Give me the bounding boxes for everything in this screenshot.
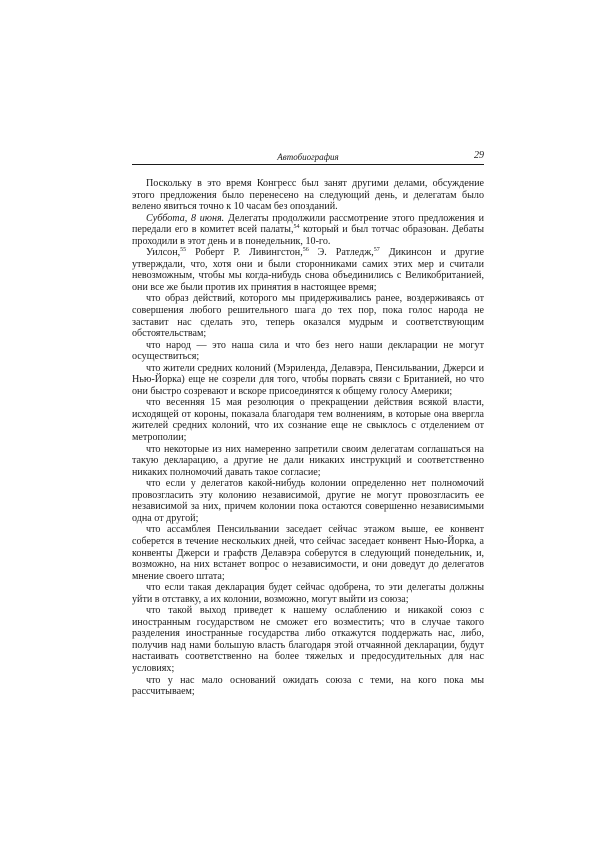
paragraph-3-text: Дикинсон и другие утверждали, что, хотя они и были сторонниками самих этих мер и считали невозможным, чтобы мы когда-нибудь снова объединились с Великобританией, они все же были против их принятия в настоящее время; [132, 247, 485, 293]
paragraph-6: что жители средних колоний (Мэриленда, Делавэра, Пенсильвании, Джерси и Нью-Йорка) еще не созрели для того, чтобы порвать связи с Британией, но что они быстро созревают и вскоре присоединятся к общему голосу Америки; [132, 362, 484, 397]
footnote-ref-55: 55 [180, 247, 187, 254]
paragraph-3 [132, 247, 484, 293]
name-rutledge: Э. Ратледж, [308, 247, 374, 259]
paragraph-2-text-b: который и был тотчас образован. Дебаты проходили в этот день и в понедельник, 10-го. [132, 224, 484, 247]
paragraph-2 [132, 213, 484, 248]
paragraph-2-text-a: Делегаты продолжили рассмотрение этого предложения и передали его в комитет всей палаты, [132, 212, 485, 236]
paragraph-7: что весенняя 15 мая резолюция о прекращении действия всякой власти, исходящей от короны, показала благодаря тем волнениям, в которые она ввергла жителей средних колоний, что их сознание еще не свыклось с отделением от метрополии; [132, 397, 484, 444]
running-title: Автобиография [277, 152, 339, 162]
paragraph-5: что народ — это наша сила и что без него наши декларации не могут осуществиться; [132, 339, 484, 363]
paragraph-1: Поскольку в это время Конгресс был занят другими делами, обсуждение этого предложения было перенесено на следующий день, и делегатам было велено явиться точно к 10 часам без опозданий. [132, 178, 484, 213]
paragraph-13: что у нас мало оснований ожидать союза с теми, на кого пока мы рассчитываем; [132, 674, 484, 698]
footnote-ref-54: 54 [293, 224, 300, 231]
paragraph-8: что некоторые из них намеренно запретили своим делегатам соглашаться на такую декларацию, а другие не дали никаких инструкций и соответственно никаких полномочий давать такое согласие; [132, 443, 484, 478]
date-heading: Суббота, 8 июня. [146, 212, 225, 224]
page-body [132, 178, 484, 698]
footnote-ref-57: 57 [373, 247, 380, 254]
paragraph-4: что образ действий, которого мы придерживались ранее, воздерживаясь от совершения любого решительного шага до тех пор, пока голос народа не заставит нас сделать это, теперь оказался мудрым и соответствующим обстоятельствам; [132, 293, 484, 340]
paragraph-12: что такой выход приведет к нашему ослаблению и никакой союз с иностранным государством не сможет его возместить; что в случае такого разделения иностранные государства либо откажутся поддержать нас, либо, получив над нами большую власть благодаря этой отчаянной декларации, будут настаивать соответственно на более тяжелых и предосудительных для нас условиях; [132, 605, 484, 674]
name-livingston: Роберт Р. Ливингстон, [186, 247, 303, 259]
running-header [132, 150, 484, 165]
paragraph-10: что ассамблея Пенсильвании заседает сейчас этажом выше, ее конвент соберется в течение нескольких дней, что сейчас заседает конвент Нью-Йорка, а конвенты Джерси и графств Делавэра соберутся в следующий понедельник, и, возможно, на них встанет вопрос о независимости, и они доведут до делегатов мнение своего штата; [132, 524, 484, 582]
paragraph-11: что если такая декларация будет сейчас одобрена, то эти делегаты должны уйти в отставку, а их колонии, возможно, могут выйти из союза; [132, 582, 484, 605]
paragraph-9: что если у делегатов какой-нибудь колонии определенно нет полномочий провозгласить эту колонию независимой, другие не могут провозгласить ее независимой за них, причем колонии пока остаются совершенно независимыми одна от другой; [132, 478, 484, 524]
footnote-ref-56: 56 [302, 247, 309, 254]
page-number: 29 [474, 150, 484, 161]
name-wilson: Уилсон, [146, 247, 181, 259]
